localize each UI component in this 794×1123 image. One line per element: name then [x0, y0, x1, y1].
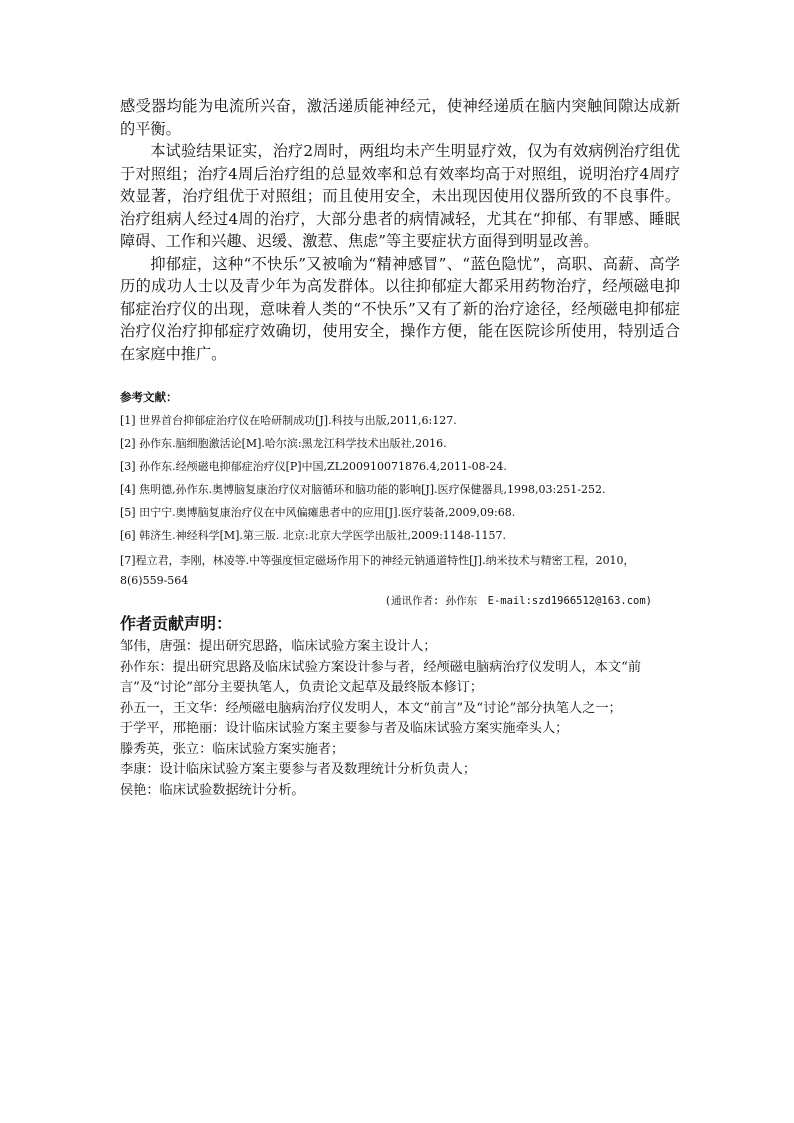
author-contributions-section	[120, 613, 680, 801]
contribution-4: 于学平，邢艳丽：设计临床试验方案主要参与者及临床试验方案实施牵头人；	[120, 721, 569, 736]
document-page	[120, 95, 680, 801]
reference-4: [4] 焦明德,孙作东.奥博脑复康治疗仪对脑循环和脑功能的影响[J].医疗保健器具,1998,03:251-252.	[120, 483, 606, 496]
references-section	[120, 389, 680, 609]
contribution-1: 邹伟，唐强：提出研究思路，临床试验方案主设计人；	[120, 639, 437, 654]
paragraph-1: 感受器均能为电流所兴奋，激活递质能神经元，使神经递质在脑内突触间隙达成新的平衡。	[120, 97, 680, 138]
contributions-title: 作者贡献声明：	[120, 614, 233, 633]
reference-5: [5] 田宁宁.奥博脑复康治疗仪在中风偏瘫患者中的应用[J].医疗装备,2009,09:68.	[120, 506, 516, 519]
reference-2: [2] 孙作东.脑细胞激活论[M].哈尔滨:黑龙江科学技术出版社,2016.	[120, 437, 447, 450]
references-title: 参考文献：	[120, 390, 178, 404]
contribution-3: 孙五一，王文华：经颅磁电脑病治疗仪发明人，本文“前言”及“讨论”部分执笔人之一；	[120, 700, 622, 716]
paragraph-3: 抑郁症，这种“不快乐”又被喻为“精神感冒”、“蓝色隐忧”，高职、高薪、高学历的成功人士以及青少年为高发群体。以往抑郁症大都采用药物治疗，经颅磁电抑郁症治疗仪的出现，意味着人类的“不快乐”又有了新的治疗途径，经颅磁电抑郁症治疗仪治疗抑郁症疗效确切，使用安全，操作方便，能在医院诊所使用，特别适合在家庭中推广。	[120, 254, 680, 363]
contribution-7: 侯艳：临床试验数据统计分析。	[120, 782, 305, 798]
correspondence-note: (通讯作者: 孙作东 E-mail:szd1966512@163.com)	[384, 595, 652, 607]
paragraph-2: 本试验结果证实，治疗2周时，两组均未产生明显疗效，仅为有效病例治疗组优于对照组；治疗4周后治疗组的总显效率和总有效率均高于对照组，说明治疗4周疗效显著，治疗组优于对照组；而且使用安全，未出现因使用仪器所致的不良事件。治疗组病人经过4周的治疗，大部分患者的病情减轻，尤其在“抑郁、有罪感、睡眠障碍、工作和兴趣、迟缓、激惹、焦虑”等主要症状方面得到明显改善。	[120, 142, 680, 250]
reference-3: [3] 孙作东.经颅磁电抑郁症治疗仪[P]中国,ZL200910071876.4,2011-08-24.	[120, 460, 507, 473]
reference-1: [1] 世界首台抑郁症治疗仪在哈研制成功[J].科技与出版,2011,6:127.	[120, 414, 457, 427]
contribution-6: 李康：设计临床试验方案主要参与者及数理统计分析负责人；	[120, 762, 477, 777]
reference-7: [7]程立君，李刚，林凌等.中等强度恒定磁场作用下的神经元钠通道特性[J].纳米技术与精密工程，2010，8(6)559-564	[120, 554, 635, 587]
reference-6: [6] 韩济生.神经科学[M].第三版. 北京:北京大学医学出版社,2009:1148-1157.	[120, 529, 507, 542]
contribution-2: 孙作东：提出研究思路及临床试验方案设计参与者，经颅磁电脑病治疗仪发明人，本文“前言”及“讨论”部分主要执笔人，负责论文起草及最终版本修订；	[120, 659, 642, 695]
contribution-5: 滕秀英，张立：临床试验方案实施者；	[120, 741, 345, 757]
